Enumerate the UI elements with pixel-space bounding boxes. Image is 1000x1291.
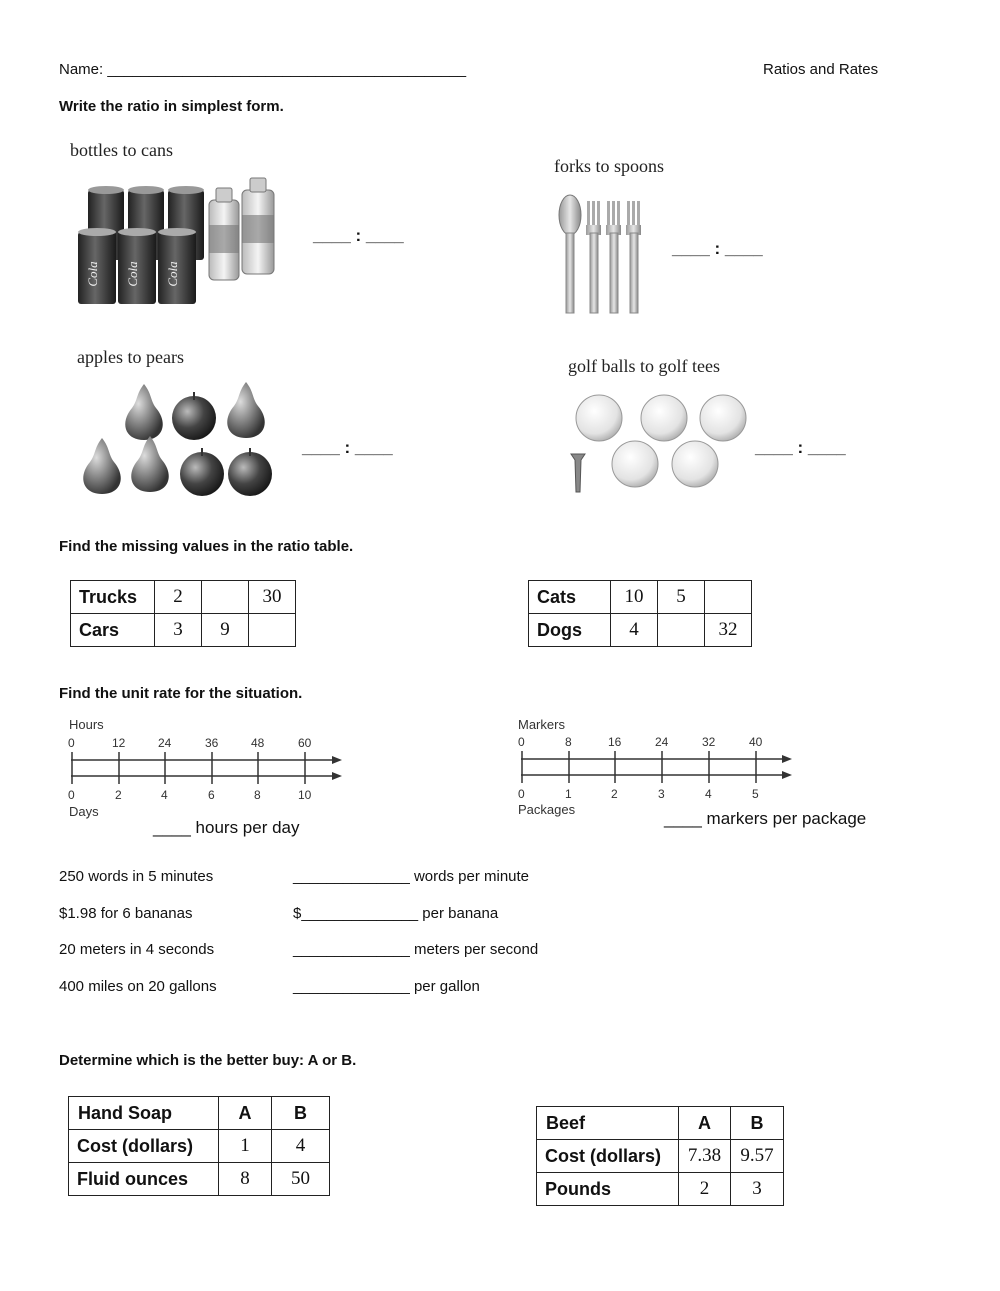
ratio-item-label: apples to pears [77,347,184,367]
table-cell: 10 [611,581,658,614]
row-label: Cats [529,581,611,614]
column-header: A [219,1097,272,1130]
row-label: Fluid ounces [69,1163,219,1196]
missing-value-cell[interactable] [202,581,249,614]
missing-value-cell[interactable] [658,614,705,647]
rate-answer-blank[interactable]: $______________ per banana [293,905,499,922]
table-cell: 9 [202,614,249,647]
ratio-answer-blank[interactable]: ____ : ____ [302,438,393,457]
column-header: B [272,1097,330,1130]
row-label: Cost (dollars) [537,1140,679,1173]
unit-rate-answer-hours[interactable]: ____ hours per day [153,818,300,837]
rate-answer-blank[interactable]: ______________ words per minute [293,868,530,885]
table-row [69,1163,330,1196]
tick-label: 3 [658,787,665,801]
tick-label: 24 [158,736,172,750]
table-cell: 7.38 [679,1140,731,1173]
unit-rate-answer-markers[interactable]: ____ markers per package [664,809,867,828]
name-field-label: Name: ___________________________________________ [59,61,467,78]
tick-label: 36 [205,736,219,750]
ratio-table-trucks-cars [70,580,296,647]
ratio-item-label: forks to spoons [554,156,665,176]
forks-and-spoons-illustration [552,193,652,318]
ratio-answer-blank[interactable]: ____ : ____ [313,226,404,245]
number-line-top-label: Hours [69,717,104,732]
ratio-table-cats-dogs [528,580,752,647]
tick-label: 40 [749,735,763,749]
tick-label: 32 [702,735,716,749]
number-line-bottom-label: Packages [518,802,576,817]
better-buy-table-beef [536,1106,784,1206]
tick-label: 48 [251,736,265,750]
tick-label: 0 [68,788,75,802]
table-cell: 30 [249,581,296,614]
ratio-answer-blank[interactable]: ____ : ____ [755,438,846,457]
table-row [537,1173,784,1206]
fork-icon [586,201,601,313]
number-line-bottom-label: Days [69,804,99,819]
spoon-icon [559,195,581,313]
tick-label: 5 [752,787,759,801]
rate-answer-blank[interactable]: ______________ meters per second [293,941,539,958]
table-cell: 32 [705,614,752,647]
table-header-row [537,1107,784,1140]
tick-label: 1 [565,787,572,801]
apple-icon [180,448,224,496]
rate-situation: 250 words in 5 minutes [59,868,214,885]
tick-label: 2 [611,787,618,801]
can-icon [158,228,196,304]
bottle-icon [209,188,239,280]
row-label: Trucks [71,581,155,614]
golf-ball-icon [612,441,658,487]
fork-icon [606,201,621,313]
apple-icon [228,448,272,496]
can-brand-text: Cola [85,261,100,287]
table-cell: 3 [731,1173,784,1206]
tick-label: 6 [208,788,215,802]
section-heading-unit-rate: Find the unit rate for the situation. [59,685,303,702]
apples-and-pears-illustration [80,378,280,498]
rate-answer-blank[interactable]: ______________ per gallon [293,978,480,995]
bottle-icon [242,178,274,274]
table-cell: 2 [155,581,202,614]
table-row [529,614,752,647]
double-number-line-hours-days [58,734,358,804]
pear-icon [227,382,265,438]
can-icon [78,228,116,304]
tick-label: 10 [298,788,312,802]
row-label: Cost (dollars) [69,1130,219,1163]
missing-value-cell[interactable] [249,614,296,647]
can-brand-text: Cola [125,261,140,287]
section-heading-ratio-table: Find the missing values in the ratio table. [59,538,354,555]
can-brand-text: Cola [165,261,180,287]
tick-label: 24 [655,735,669,749]
column-header: A [679,1107,731,1140]
golf-ball-icon [700,395,746,441]
rate-situation: $1.98 for 6 bananas [59,905,193,922]
table-row [537,1140,784,1173]
golf-tee-icon [571,454,585,492]
row-label: Cars [71,614,155,647]
table-row [71,581,296,614]
worksheet-title: Ratios and Rates [763,61,879,78]
column-header: Beef [537,1107,679,1140]
column-header: Hand Soap [69,1097,219,1130]
number-line-top-label: Markers [518,717,565,732]
table-cell: 5 [658,581,705,614]
table-cell: 3 [155,614,202,647]
double-number-line-markers-packages [508,733,808,803]
tick-label: 4 [705,787,712,801]
table-cell: 1 [219,1130,272,1163]
golf-ball-icon [576,395,622,441]
row-label: Pounds [537,1173,679,1206]
tick-label: 12 [112,736,126,750]
row-label: Dogs [529,614,611,647]
column-header: B [731,1107,784,1140]
table-cell: 4 [611,614,658,647]
table-header-row [69,1097,330,1130]
table-row [69,1130,330,1163]
fork-icon [626,201,641,313]
tick-label: 0 [68,736,75,750]
cans-and-bottles-illustration [70,170,285,310]
can-icon [118,228,156,304]
pear-icon [125,384,163,440]
table-cell: 50 [272,1163,330,1196]
pear-icon [131,436,169,492]
ratio-item-label: golf balls to golf tees [568,356,720,376]
apple-icon [172,392,216,440]
table-row [71,614,296,647]
missing-value-cell[interactable] [705,581,752,614]
tick-label: 8 [254,788,261,802]
table-cell: 9.57 [731,1140,784,1173]
tick-label: 0 [518,787,525,801]
ratio-answer-blank[interactable]: ____ : ____ [672,239,763,258]
tick-label: 4 [161,788,168,802]
tick-label: 2 [115,788,122,802]
golf-ball-icon [641,395,687,441]
rate-situation: 20 meters in 4 seconds [59,941,215,958]
table-row [529,581,752,614]
section-heading-better-buy: Determine which is the better buy: A or B. [59,1052,357,1069]
tick-label: 16 [608,735,622,749]
tick-label: 60 [298,736,312,750]
table-cell: 8 [219,1163,272,1196]
better-buy-table-hand-soap [68,1096,330,1196]
tick-label: 0 [518,735,525,749]
ratio-item-label: bottles to cans [70,140,173,160]
golf-ball-icon [672,441,718,487]
table-cell: 2 [679,1173,731,1206]
rate-situation: 400 miles on 20 gallons [59,978,217,995]
table-cell: 4 [272,1130,330,1163]
section-heading-simplest-form: Write the ratio in simplest form. [59,98,284,115]
pear-icon [83,438,121,494]
tick-label: 8 [565,735,572,749]
golf-balls-and-tees-illustration [565,392,755,502]
